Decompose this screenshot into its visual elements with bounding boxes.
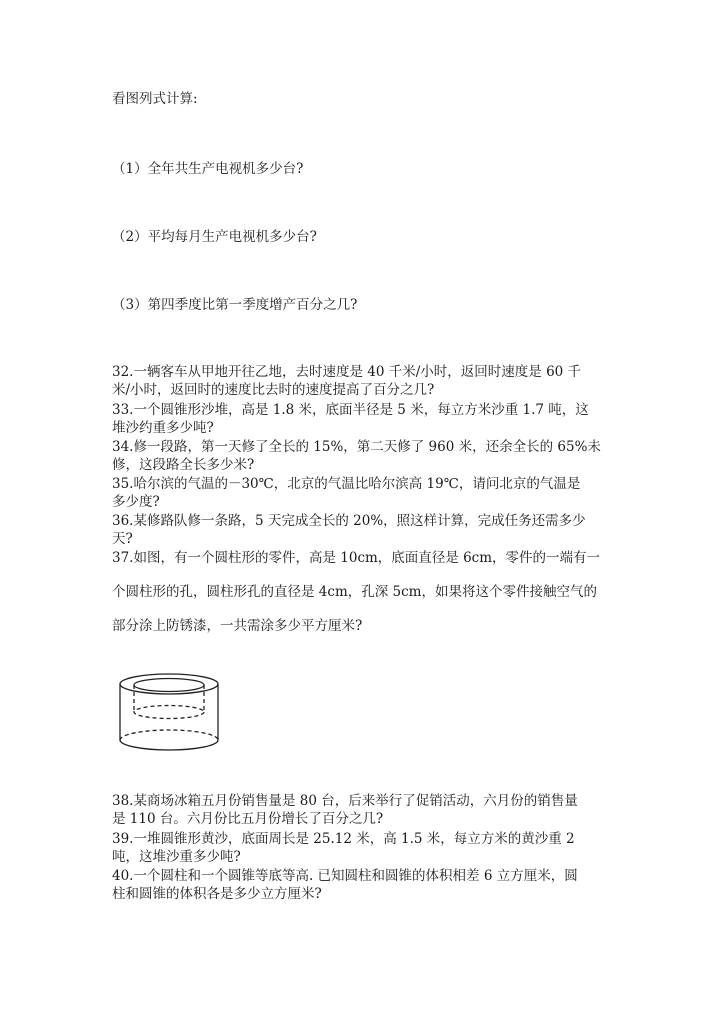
hole-top-ellipse xyxy=(134,679,204,692)
sub-question-3: （3）第四季度比第一季度增产百分之几? xyxy=(112,297,358,313)
problem-37 xyxy=(112,549,612,635)
problem-35 xyxy=(112,475,612,511)
problem-40-line-1: 40.一个圆柱和一个圆锥等底等高. 已知圆柱和圆锥的体积相差 6 立方厘米，圆 xyxy=(112,868,578,884)
problem-40-line-2: 柱和圆锥的体积各是多少立方厘米? xyxy=(112,886,322,902)
problem-37-line-1: 37.如图，有一个圆柱形的零件，高是 10cm，底面直径是 6cm，零件的一端有一 xyxy=(112,550,601,566)
outer-bottom-back-arc xyxy=(120,730,218,740)
problem-32-line-2: 米/小时，返回时的速度比去时的速度提高了百分之几? xyxy=(112,382,435,398)
problem-38-line-1: 38.某商场冰箱五月份销售量是 80 台，后来举行了促销活动，六月份的销售量 xyxy=(112,793,578,809)
problem-37-line-2: 个圆柱形的孔，圆柱形孔的直径是 4cm，孔深 5cm，如果将这个零件接触空气的 xyxy=(112,584,597,600)
sub-question-2: （2）平均每月生产电视机多少台? xyxy=(112,229,317,245)
problem-33-line-2: 堆沙约重多少吨? xyxy=(112,420,214,436)
problem-35-line-1: 35.哈尔滨的气温的－30℃，北京的气温比哈尔滨高 19℃，请问北京的气温是 xyxy=(112,476,581,492)
problem-33 xyxy=(112,401,612,437)
problem-32 xyxy=(112,363,612,399)
problem-36 xyxy=(112,512,612,548)
problem-33-line-1: 33.一个圆锥形沙堆，高是 1.8 米，底面半径是 5 米，每立方米沙重 1.7 吨，这 xyxy=(112,402,589,418)
problem-38-line-2: 是 110 台。六月份比五月份增长了百分之几? xyxy=(112,811,384,827)
problem-34 xyxy=(112,438,612,474)
problem-35-line-2: 多少度? xyxy=(112,494,160,510)
problem-39 xyxy=(112,830,612,866)
problem-39-line-1: 39.一堆圆锥形黄沙，底面周长是 25.12 米，高 1.5 米，每立方米的黄沙重 2 xyxy=(112,831,575,847)
outer-bottom-front-arc xyxy=(120,740,218,750)
problem-36-line-1: 36.某修路队修一条路，5 天完成全长的 20%，照这样计算，完成任务还需多少 xyxy=(112,513,586,529)
problem-38 xyxy=(112,792,612,828)
problem-34-line-1: 34.修一段路，第一天修了全长的 15%，第二天修了 960 米，还余全长的 65%未 xyxy=(112,439,601,455)
problem-40 xyxy=(112,867,612,903)
page-title: 看图列式计算: xyxy=(112,91,198,107)
hollow-cylinder-figure xyxy=(112,668,228,756)
problem-36-line-2: 天? xyxy=(112,531,133,547)
problem-37-line-3: 部分涂上防锈漆，一共需涂多少平方厘米? xyxy=(112,618,363,634)
problem-32-line-1: 32.一辆客车从甲地开往乙地，去时速度是 40 千米/小时，返回时速度是 60 千 xyxy=(112,364,582,380)
hole-bottom-ellipse xyxy=(134,706,204,719)
cylinder-diagram xyxy=(112,668,228,760)
problem-34-line-2: 修，这段路全长多少米? xyxy=(112,457,255,473)
sub-question-1: （1）全年共生产电视机多少台? xyxy=(112,161,304,177)
problem-39-line-2: 吨，这堆沙重多少吨? xyxy=(112,849,241,865)
